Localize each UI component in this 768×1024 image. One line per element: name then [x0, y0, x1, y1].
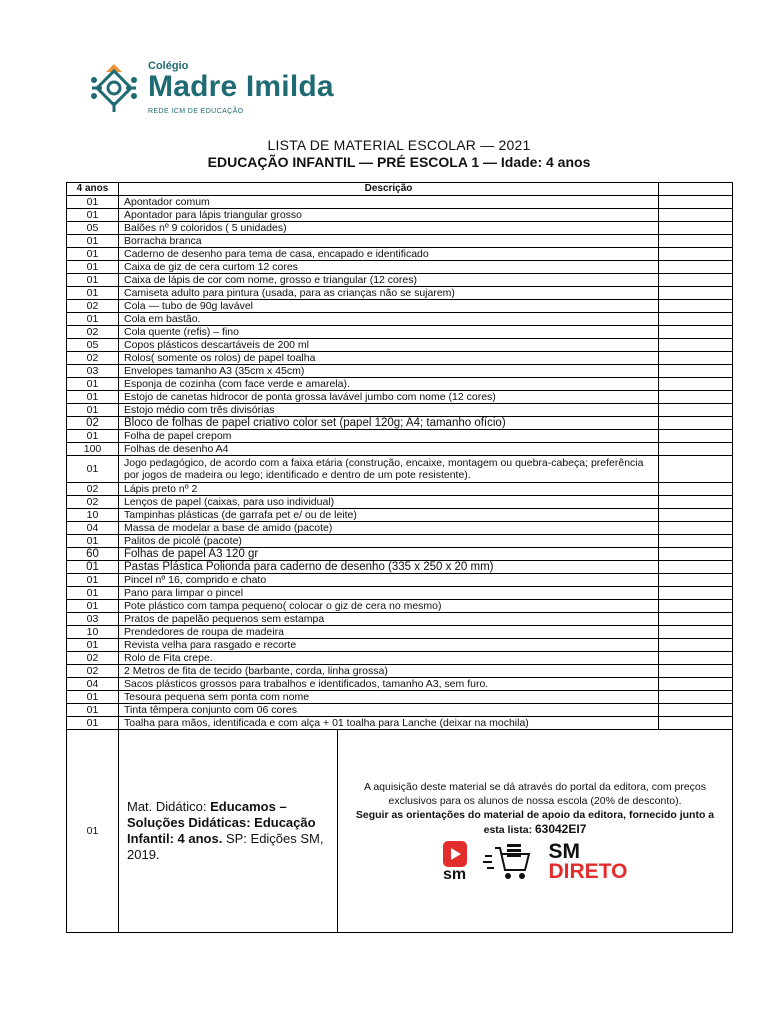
- row-description: Camiseta adulto para pintura (usada, para as crianças não se sujarem): [119, 287, 659, 300]
- table-row: [67, 248, 733, 261]
- row-description: Jogo pedagógico, de acordo com a faixa etária (construção, encaixe, montagem ou quebra-cabeça; preferência por jogos de madeira ou lego; identificado e dentro de um pote resistente).: [119, 456, 659, 483]
- school-emblem-icon: [88, 62, 140, 114]
- row-check-cell: [659, 287, 733, 300]
- row-check-cell: [659, 365, 733, 378]
- row-check-cell: [659, 222, 733, 235]
- row-description: Pratos de papelão pequenos sem estampa: [119, 613, 659, 626]
- table-row: [67, 456, 733, 483]
- table-row: [67, 417, 733, 430]
- table-row: [67, 352, 733, 365]
- material-table: [66, 182, 733, 933]
- table-row: [67, 600, 733, 613]
- row-quantity: 02: [67, 665, 119, 678]
- row-quantity: 02: [67, 496, 119, 509]
- row-description: Caderno de desenho para tema de casa, encapado e identificado: [119, 248, 659, 261]
- row-description: Caixa de lápis de cor com nome, grosso e triangular (12 cores): [119, 274, 659, 287]
- row-check-cell: [659, 196, 733, 209]
- table-row: [67, 326, 733, 339]
- row-description: Bloco de folhas de papel criativo color set (papel 120g; A4; tamanho ofício): [119, 417, 659, 430]
- row-description: Toalha para mãos, identificada e com alça + 01 toalha para Lanche (deixar na mochila): [119, 717, 659, 730]
- row-check-cell: [659, 626, 733, 639]
- row-description: Pote plástico com tampa pequeno( colocar o giz de cera no mesmo): [119, 600, 659, 613]
- table-row: [67, 535, 733, 548]
- didactic-description: Mat. Didático: Educamos – Soluções Didáticas: Educação Infantil: 4 anos. SP: Edições SM, 2019.: [119, 730, 338, 932]
- row-check-cell: [659, 300, 733, 313]
- row-quantity: 01: [67, 248, 119, 261]
- row-description: Estojo de canetas hidrocor de ponta grossa lavável jumbo com nome (12 cores): [119, 391, 659, 404]
- row-quantity: 04: [67, 522, 119, 535]
- table-row: [67, 209, 733, 222]
- row-check-cell: [659, 209, 733, 222]
- sm-code: 63042EI7: [534, 821, 587, 836]
- row-description: Cola — tubo de 90g lavável: [119, 300, 659, 313]
- table-row: [67, 652, 733, 665]
- table-row: [67, 496, 733, 509]
- row-quantity: 02: [67, 483, 119, 496]
- row-check-cell: [659, 574, 733, 587]
- row-description: Pano para limpar o pincel: [119, 587, 659, 600]
- didactic-qty: 01: [67, 730, 119, 933]
- table-row: [67, 665, 733, 678]
- row-quantity: 04: [67, 678, 119, 691]
- row-quantity: 01: [67, 704, 119, 717]
- row-description: Revista velha para rasgado e recorte: [119, 639, 659, 652]
- row-quantity: 03: [67, 613, 119, 626]
- table-row: [67, 378, 733, 391]
- row-quantity: 01: [67, 717, 119, 730]
- row-check-cell: [659, 561, 733, 574]
- row-quantity: 01: [67, 209, 119, 222]
- table-row: [67, 365, 733, 378]
- row-description: Massa de modelar a base de amido (pacote): [119, 522, 659, 535]
- row-check-cell: [659, 378, 733, 391]
- sm-purchase-info: [338, 730, 732, 932]
- table-row: [67, 678, 733, 691]
- table-row: [67, 613, 733, 626]
- row-check-cell: [659, 352, 733, 365]
- row-check-cell: [659, 313, 733, 326]
- row-quantity: 100: [67, 443, 119, 456]
- row-check-cell: [659, 691, 733, 704]
- row-quantity: 01: [67, 287, 119, 300]
- row-check-cell: [659, 456, 733, 483]
- row-description: Pastas Plástica Polionda para caderno de desenho (335 x 250 x 20 mm): [119, 561, 659, 574]
- row-check-cell: [659, 326, 733, 339]
- row-description: Palitos de picolé (pacote): [119, 535, 659, 548]
- row-quantity: 01: [67, 456, 119, 483]
- row-quantity: 01: [67, 261, 119, 274]
- row-quantity: 02: [67, 326, 119, 339]
- row-check-cell: [659, 639, 733, 652]
- row-description: Cola em bastão.: [119, 313, 659, 326]
- row-description: Esponja de cozinha (com face verde e amarela).: [119, 378, 659, 391]
- document-title: LISTA DE MATERIAL ESCOLAR — 2021: [267, 137, 531, 153]
- row-check-cell: [659, 248, 733, 261]
- sm-play-icon: [443, 841, 467, 867]
- row-quantity: 05: [67, 222, 119, 235]
- document-subtitle: EDUCAÇÃO INFANTIL — PRÉ ESCOLA 1 — Idade: 4 anos: [207, 154, 591, 170]
- row-quantity: 01: [67, 313, 119, 326]
- row-check-cell: [659, 417, 733, 430]
- row-check-cell: [659, 652, 733, 665]
- sm-logo-text: sm: [442, 865, 467, 883]
- table-row: [67, 222, 733, 235]
- row-quantity: 01: [67, 561, 119, 574]
- table-row: [67, 261, 733, 274]
- row-check-cell: [659, 548, 733, 561]
- table-row: [67, 704, 733, 717]
- table-row: [67, 717, 733, 730]
- row-description: Rolo de Fita crepe.: [119, 652, 659, 665]
- row-check-cell: [659, 404, 733, 417]
- row-description: 2 Metros de fita de tecido (barbante, corda, linha grossa): [119, 665, 659, 678]
- row-check-cell: [659, 613, 733, 626]
- table-row: [67, 300, 733, 313]
- sm-direto-logo: SM DIRETO: [548, 839, 628, 883]
- row-quantity: 02: [67, 352, 119, 365]
- table-row: [67, 639, 733, 652]
- row-quantity: 01: [67, 639, 119, 652]
- row-quantity: 01: [67, 378, 119, 391]
- table-row: [67, 574, 733, 587]
- row-description: Estojo médio com três divisórias: [119, 404, 659, 417]
- sm-logo: [443, 841, 467, 883]
- row-check-cell: [659, 339, 733, 352]
- row-check-cell: [659, 665, 733, 678]
- didactic-material-row: [67, 730, 733, 933]
- row-quantity: 01: [67, 535, 119, 548]
- row-quantity: 01: [67, 274, 119, 287]
- row-description: Caixa de giz de cera curtom 12 cores: [119, 261, 659, 274]
- row-description: Rolos( somente os rolos) de papel toalha: [119, 352, 659, 365]
- logo-small-text: Colégio: [148, 60, 189, 72]
- row-check-cell: [659, 274, 733, 287]
- row-description: Folha de papel crepom: [119, 430, 659, 443]
- row-description: Copos plásticos descartáveis de 200 ml: [119, 339, 659, 352]
- row-check-cell: [659, 717, 733, 730]
- table-row: [67, 443, 733, 456]
- row-quantity: 01: [67, 391, 119, 404]
- row-quantity: 01: [67, 600, 119, 613]
- row-quantity: 60: [67, 548, 119, 561]
- didactic-title: Educamos – Soluções Didáticas: Educação Infantil: 4 anos.: [127, 799, 316, 846]
- table-row: [67, 235, 733, 248]
- row-check-cell: [659, 587, 733, 600]
- table-row: [67, 404, 733, 417]
- row-quantity: 10: [67, 509, 119, 522]
- table-row: [67, 391, 733, 404]
- table-row: [67, 339, 733, 352]
- row-description: Lenços de papel (caixas, para uso individual): [119, 496, 659, 509]
- row-description: Apontador comum: [119, 196, 659, 209]
- table-row: [67, 548, 733, 561]
- row-description: Folhas de desenho A4: [119, 443, 659, 456]
- row-quantity: 03: [67, 365, 119, 378]
- header-check: [659, 183, 733, 196]
- row-check-cell: [659, 261, 733, 274]
- logo-network-text: REDE ICM DE EDUCAÇÃO: [148, 108, 244, 115]
- shopping-cart-icon: [483, 842, 533, 882]
- row-check-cell: [659, 535, 733, 548]
- table-row: [67, 691, 733, 704]
- row-quantity: 01: [67, 196, 119, 209]
- table-body: [67, 196, 733, 730]
- table-row: [67, 483, 733, 496]
- row-quantity: 02: [67, 652, 119, 665]
- row-check-cell: [659, 509, 733, 522]
- table-row: [67, 561, 733, 574]
- header-description: Descrição: [119, 183, 659, 196]
- row-quantity: 01: [67, 404, 119, 417]
- row-description: Folhas de papel A3 120 gr: [119, 548, 659, 561]
- table-row: [67, 509, 733, 522]
- row-description: Sacos plásticos grossos para trabalhos e identificados, tamanho A3, sem furo.: [119, 678, 659, 691]
- sm-purchase-text: A aquisição deste material se dá através do portal da editora, com preços exclusivos para os alunos de nossa escola (20% de desconto).: [363, 780, 707, 807]
- row-description: Cola quente (refis) – fino: [119, 326, 659, 339]
- row-quantity: 01: [67, 574, 119, 587]
- row-check-cell: [659, 443, 733, 456]
- row-quantity: 05: [67, 339, 119, 352]
- row-quantity: 01: [67, 235, 119, 248]
- row-quantity: 01: [67, 430, 119, 443]
- document-titles: [66, 137, 732, 170]
- row-quantity: 02: [67, 417, 119, 430]
- table-row: [67, 313, 733, 326]
- row-description: Apontador para lápis triangular grosso: [119, 209, 659, 222]
- row-check-cell: [659, 483, 733, 496]
- row-quantity: 01: [67, 691, 119, 704]
- table-row: [67, 626, 733, 639]
- row-check-cell: [659, 522, 733, 535]
- table-row: [67, 287, 733, 300]
- table-row: [67, 587, 733, 600]
- row-check-cell: [659, 600, 733, 613]
- row-check-cell: [659, 235, 733, 248]
- row-quantity: 10: [67, 626, 119, 639]
- row-check-cell: [659, 430, 733, 443]
- table-row: [67, 274, 733, 287]
- row-description: Tesoura pequena sem ponta com nome: [119, 691, 659, 704]
- row-check-cell: [659, 391, 733, 404]
- row-description: Borracha branca: [119, 235, 659, 248]
- row-check-cell: [659, 678, 733, 691]
- sm-logos: [346, 841, 724, 883]
- table-row: [67, 196, 733, 209]
- table-header-row: [67, 183, 733, 196]
- row-check-cell: [659, 704, 733, 717]
- table-row: [67, 430, 733, 443]
- row-quantity: 02: [67, 300, 119, 313]
- logo-school-name: Madre Imilda: [148, 70, 334, 103]
- row-check-cell: [659, 496, 733, 509]
- header-age: 4 anos: [67, 183, 119, 196]
- row-quantity: 01: [67, 587, 119, 600]
- row-description: Pincel nº 16, comprido e chato: [119, 574, 659, 587]
- row-description: Prendedores de roupa de madeira: [119, 626, 659, 639]
- table-row: [67, 522, 733, 535]
- row-description: Balões nº 9 coloridos ( 5 unidades): [119, 222, 659, 235]
- row-description: Tampinhas plásticas (de garrafa pet e/ ou de leite): [119, 509, 659, 522]
- school-logo: [88, 56, 348, 126]
- row-description: Lápis preto nº 2: [119, 483, 659, 496]
- sm-instructions: Seguir as orientações do material de apoio da editora, fornecido junto a esta lista:: [355, 808, 715, 836]
- row-description: Tinta têmpera conjunto com 06 cores: [119, 704, 659, 717]
- row-description: Envelopes tamanho A3 (35cm x 45cm): [119, 365, 659, 378]
